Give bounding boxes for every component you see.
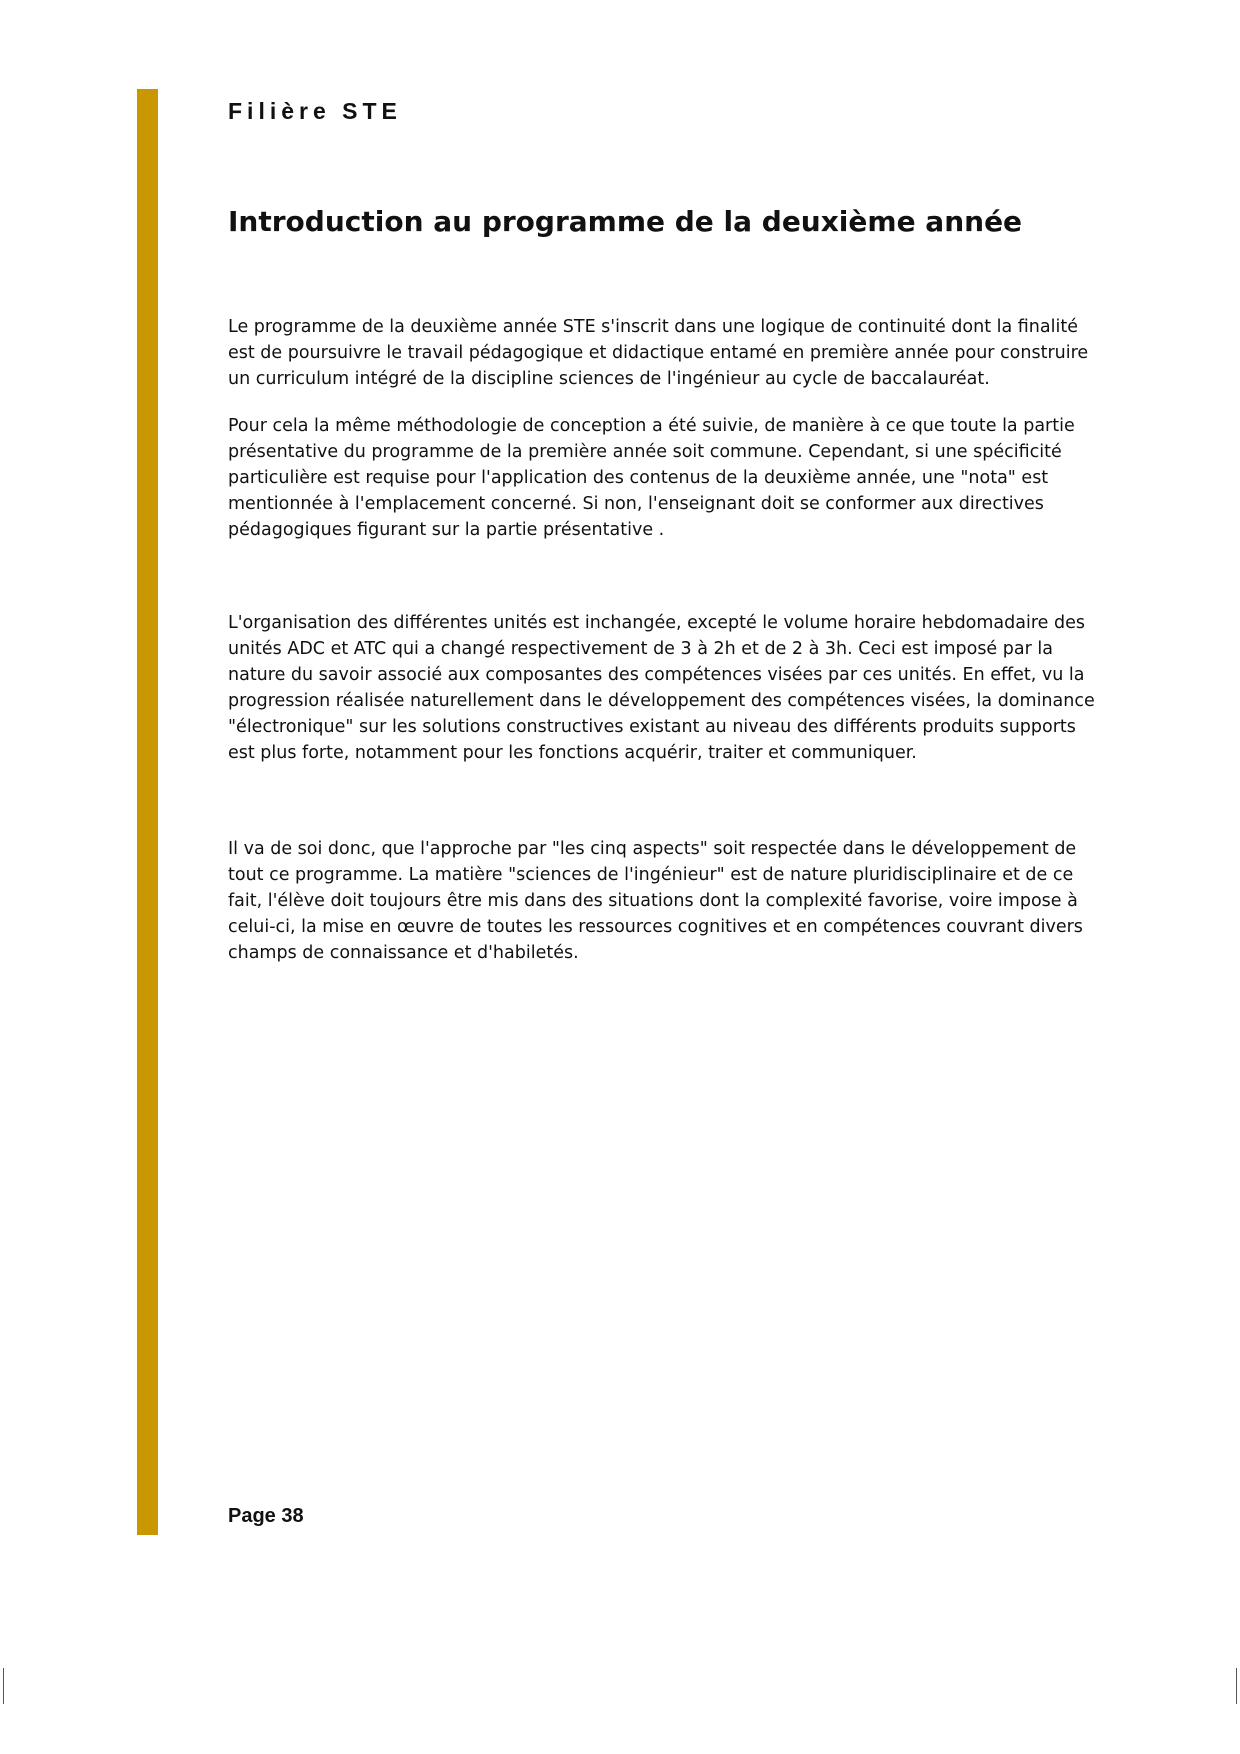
page-title: Introduction au programme de la deuxième année bbox=[228, 205, 1023, 238]
accent-side-bar bbox=[137, 89, 158, 1535]
paragraph-organisation: L'organisation des différentes unités est inchangée, excepté le volume horaire hebdomadaire des unités ADC et ATC qui a changé respectivement de 3 à 2h et de 2 à 3h. Ceci est imposé par la nature du savoir associé aux composantes des compétences visées par ces unités. En effet, vu la progression réalisée naturellement dans le développement des compétences visées, la dominance "électronique" sur les solutions constructives existant au niveau des différents produits supports est plus forte, notamment pour les fonctions acquérir, traiter et communiquer. bbox=[228, 613, 1095, 763]
paragraph-continuity: Le programme de la deuxième année STE s'inscrit dans une logique de continuité dont la finalité est de poursuivre le travail pédagogique et didactique entamé en première année pour construire un curriculum intégré de la discipline sciences de l'ingénieur au cycle de baccalauréat. bbox=[228, 317, 1089, 389]
crop-mark-right bbox=[1236, 1668, 1237, 1704]
page-number: Page 38 bbox=[228, 1505, 304, 1527]
paragraph-approach: Il va de soi donc, que l'approche par "les cinq aspects" soit respectée dans le développement de tout ce programme. La matière "sciences de l'ingénieur" est de nature pluridisciplinaire et de ce fait, l'élève doit toujours être mis dans des situations dont la complexité favorise, voire impose à celui-ci, la mise en œuvre de toutes les ressources cognitives et en compétences couvrant divers champs de connaissance et d'habiletés. bbox=[228, 839, 1083, 963]
crop-mark-left bbox=[3, 1668, 4, 1704]
paragraph-methodology: Pour cela la même méthodologie de conception a été suivie, de manière à ce que toute la partie présentative du programme de la première année soit commune. Cependant, si une spécificité particulière est requise pour l'application des contenus de la deuxième année, une "nota" est mentionnée à l'emplacement concerné. Si non, l'enseignant doit se conformer aux directives pédagogiques figurant sur la partie présentative . bbox=[228, 416, 1075, 540]
section-label: Filière STE bbox=[228, 98, 402, 124]
